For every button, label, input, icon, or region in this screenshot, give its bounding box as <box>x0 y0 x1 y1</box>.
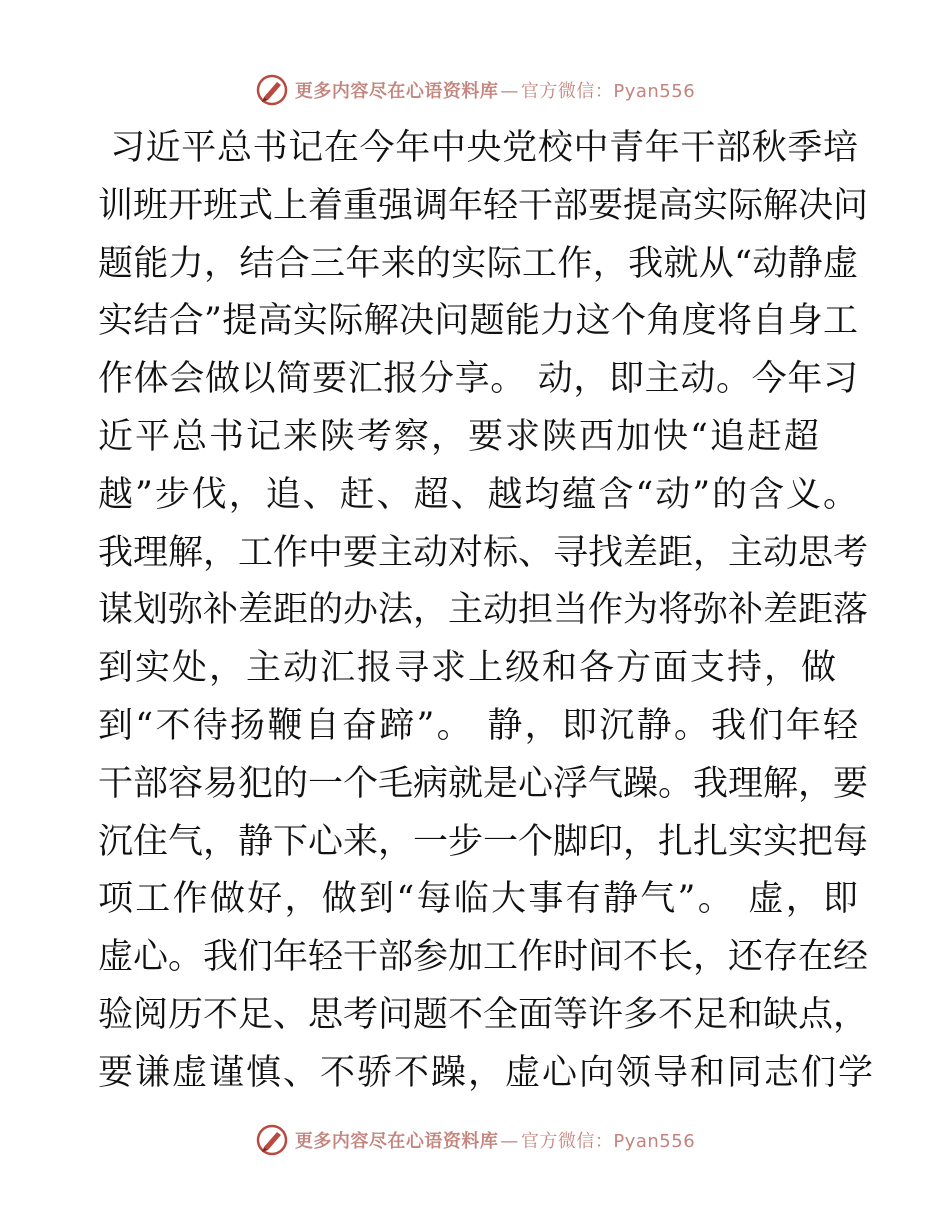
banner-main-text: 更多内容尽在心语资料库 <box>294 81 499 102</box>
banner-wechat-id: Pyan556 <box>613 1131 696 1152</box>
banner-wechat-label: 官方微信： <box>520 1131 614 1152</box>
body-line: 验阅历不足、思考问题不全面等许多不足和缺点， <box>98 994 869 1035</box>
pen-logo-icon <box>255 1123 289 1157</box>
body-line: 越”步伐，追、赶、超、越均蕴含“动”的含义。 <box>98 474 858 515</box>
body-line: 到实处，主动汇报寻求上级和各方面支持，做 <box>98 648 839 689</box>
document-body <box>98 120 876 1103</box>
body-line: 近平总书记来陕考察，要求陕西加快“追赶超 <box>98 416 821 457</box>
body-line: 要谦虚谨慎、不骄不躁，虚心向领导和同志们学 <box>98 1052 876 1093</box>
body-line: 到“不待扬鞭自奋蹄”。 静，即沉静。我们年轻 <box>98 705 858 746</box>
body-line: 训班开班式上着重强调年轻干部要提高实际解决问 <box>98 185 869 226</box>
footer-banner <box>0 1120 950 1160</box>
body-line: 干部容易犯的一个毛病就是心浮气躁。我理解，要 <box>98 763 869 804</box>
body-line: 项工作做好，做到“每临大事有静气”。 虚，即 <box>98 879 858 920</box>
body-line: 实结合”提高实际解决问题能力这个角度将自身工 <box>98 301 858 342</box>
body-line: 谋划弥补差距的办法，主动担当作为将弥补差距落 <box>98 590 869 631</box>
banner-separator: — <box>500 81 519 102</box>
banner-text <box>295 1127 695 1153</box>
banner-separator: — <box>500 1131 519 1152</box>
banner-text <box>295 77 695 103</box>
body-line: 题能力，结合三年来的实际工作，我就从“动静虚 <box>98 243 858 284</box>
body-line: 我理解，工作中要主动对标、寻找差距，主动思考 <box>98 532 869 573</box>
banner-wechat-label: 官方微信： <box>520 81 614 102</box>
banner-main-text: 更多内容尽在心语资料库 <box>294 1131 499 1152</box>
body-line: 虚心。我们年轻干部参加工作时间不长，还存在经 <box>98 937 869 978</box>
body-line: 作体会做以简要汇报分享。 动，即主动。今年习 <box>98 359 858 400</box>
body-line: 习近平总书记在今年中央党校中青年干部秋季培 <box>110 128 858 168</box>
header-banner <box>0 70 950 110</box>
body-line: 沉住气，静下心来，一步一个脚印，扎扎实实把每 <box>98 821 869 862</box>
banner-wechat-id: Pyan556 <box>613 81 696 102</box>
pen-logo-icon <box>255 73 289 107</box>
